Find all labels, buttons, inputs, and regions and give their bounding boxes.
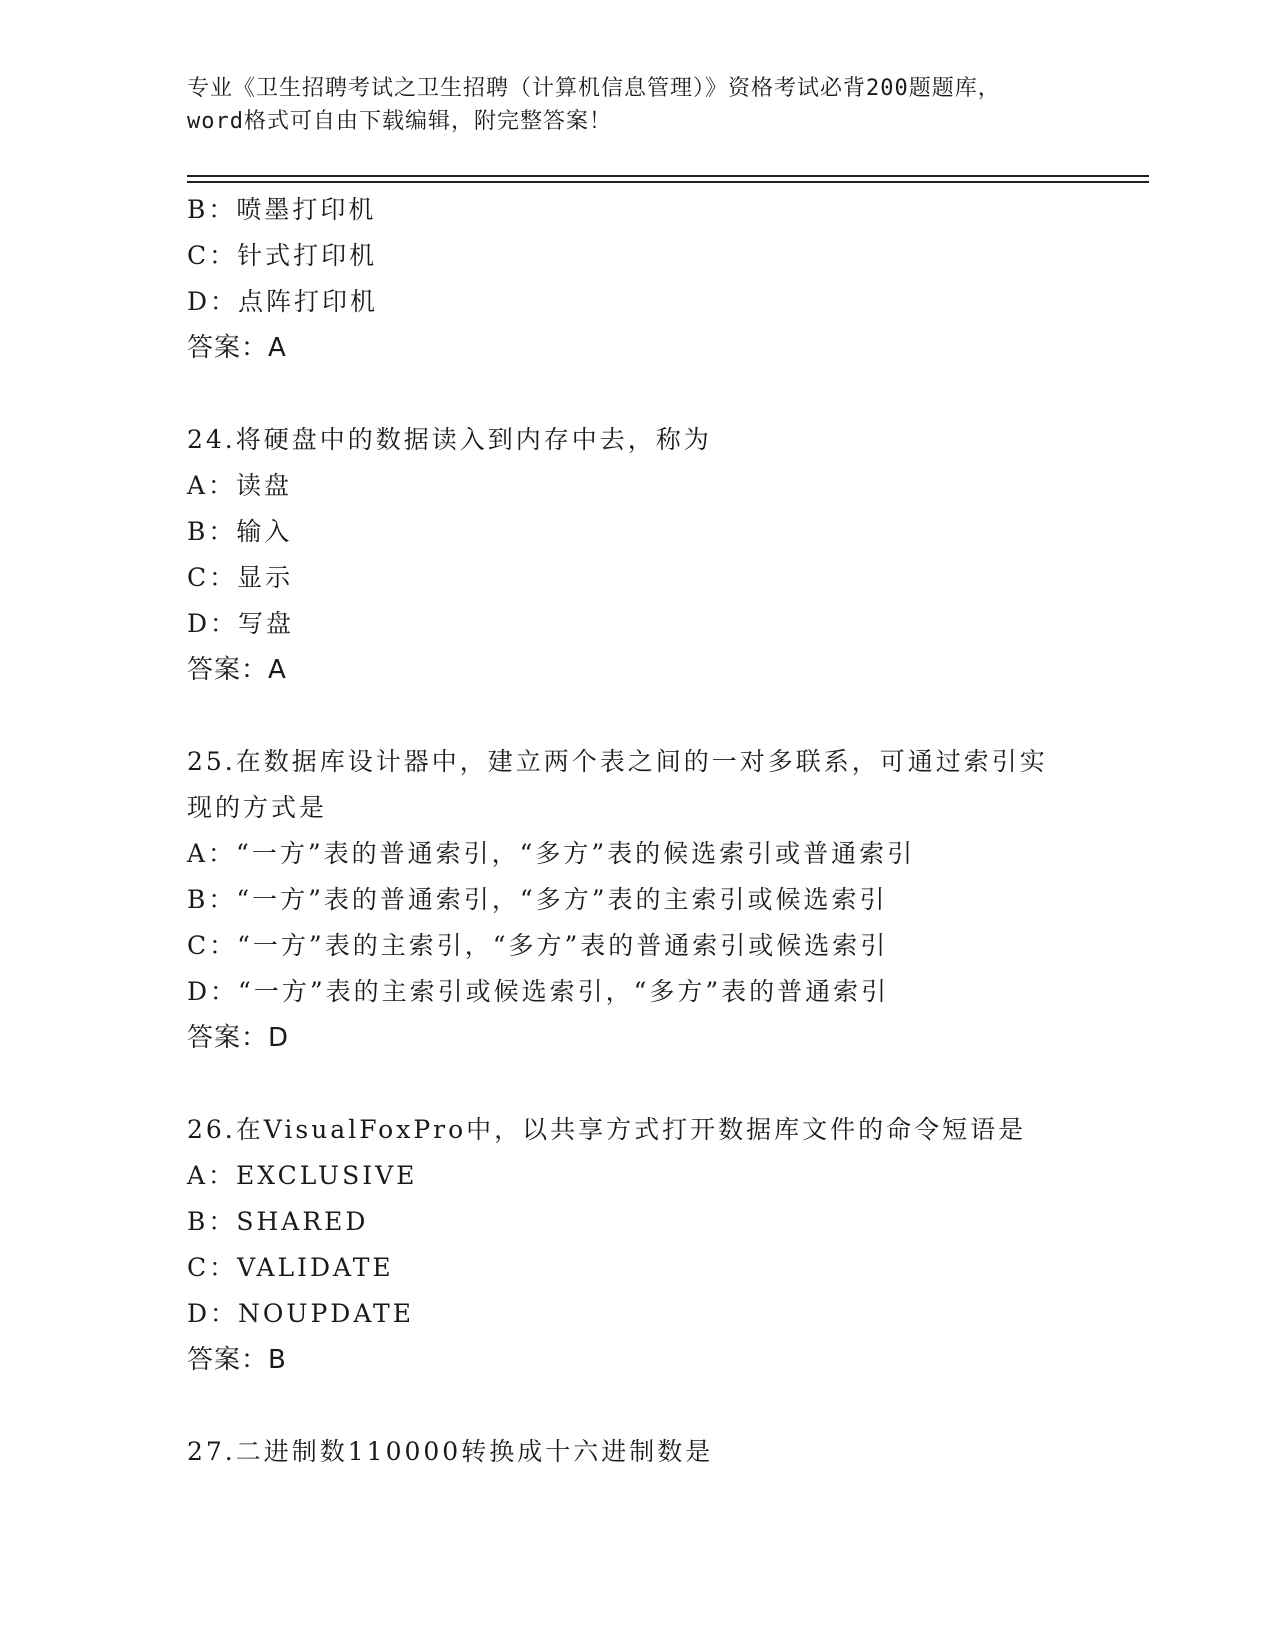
option-a: A：“一方”表的普通索引，“多方”表的候选索引或普通索引	[187, 839, 916, 868]
answer-line: 答案：A	[187, 333, 287, 363]
spacer	[187, 1383, 1087, 1429]
question-26	[187, 1107, 1087, 1383]
answer-line: 答案：A	[187, 655, 287, 685]
question-24	[187, 417, 1087, 693]
question-text-continued: 现的方式是	[187, 793, 328, 822]
header-divider-bottom	[187, 181, 1149, 183]
option-d: D：点阵打印机	[187, 287, 379, 316]
spacer	[187, 1061, 1087, 1107]
option-b: B：喷墨打印机	[187, 195, 377, 224]
question-text: 25.在数据库设计器中，建立两个表之间的一对多联系，可通过索引实	[187, 747, 1048, 776]
question-25	[187, 739, 1087, 1061]
option-b: B：输入	[187, 517, 293, 546]
spacer	[187, 693, 1087, 739]
question-23-continuation	[187, 187, 1087, 371]
option-c: C：显示	[187, 563, 294, 592]
option-c: C：针式打印机	[187, 241, 378, 270]
header-divider-top	[187, 175, 1149, 177]
header-title-line-2: word格式可自由下载编辑，附完整答案！	[187, 109, 612, 134]
question-text: 26.在VisualFoxPro中，以共享方式打开数据库文件的命令短语是	[187, 1115, 1027, 1144]
question-text: 24.将硬盘中的数据读入到内存中去，称为	[187, 425, 712, 454]
option-d: D：“一方”表的主索引或候选索引，“多方”表的普通索引	[187, 977, 890, 1006]
header-title-line-1: 专业《卫生招聘考试之卫生招聘（计算机信息管理）》资格考试必背200题题库，	[187, 76, 1001, 101]
option-c: C：“一方”表的主索引，“多方”表的普通索引或候选索引	[187, 931, 889, 960]
document-body	[187, 187, 1087, 1475]
option-a: A：EXCLUSIVE	[187, 1161, 418, 1190]
document-header	[187, 72, 1087, 138]
option-b: B：“一方”表的普通索引，“多方”表的主索引或候选索引	[187, 885, 888, 914]
spacer	[187, 371, 1087, 417]
option-a: A：读盘	[187, 471, 293, 500]
option-d: D：NOUPDATE	[187, 1299, 414, 1328]
answer-line: 答案：D	[187, 1023, 290, 1053]
option-d: D：写盘	[187, 609, 295, 638]
option-b: B：SHARED	[187, 1207, 369, 1236]
answer-line: 答案：B	[187, 1345, 287, 1375]
question-text: 27.二进制数110000转换成十六进制数是	[187, 1437, 714, 1466]
question-27	[187, 1429, 1087, 1475]
option-c: C：VALIDATE	[187, 1253, 394, 1282]
